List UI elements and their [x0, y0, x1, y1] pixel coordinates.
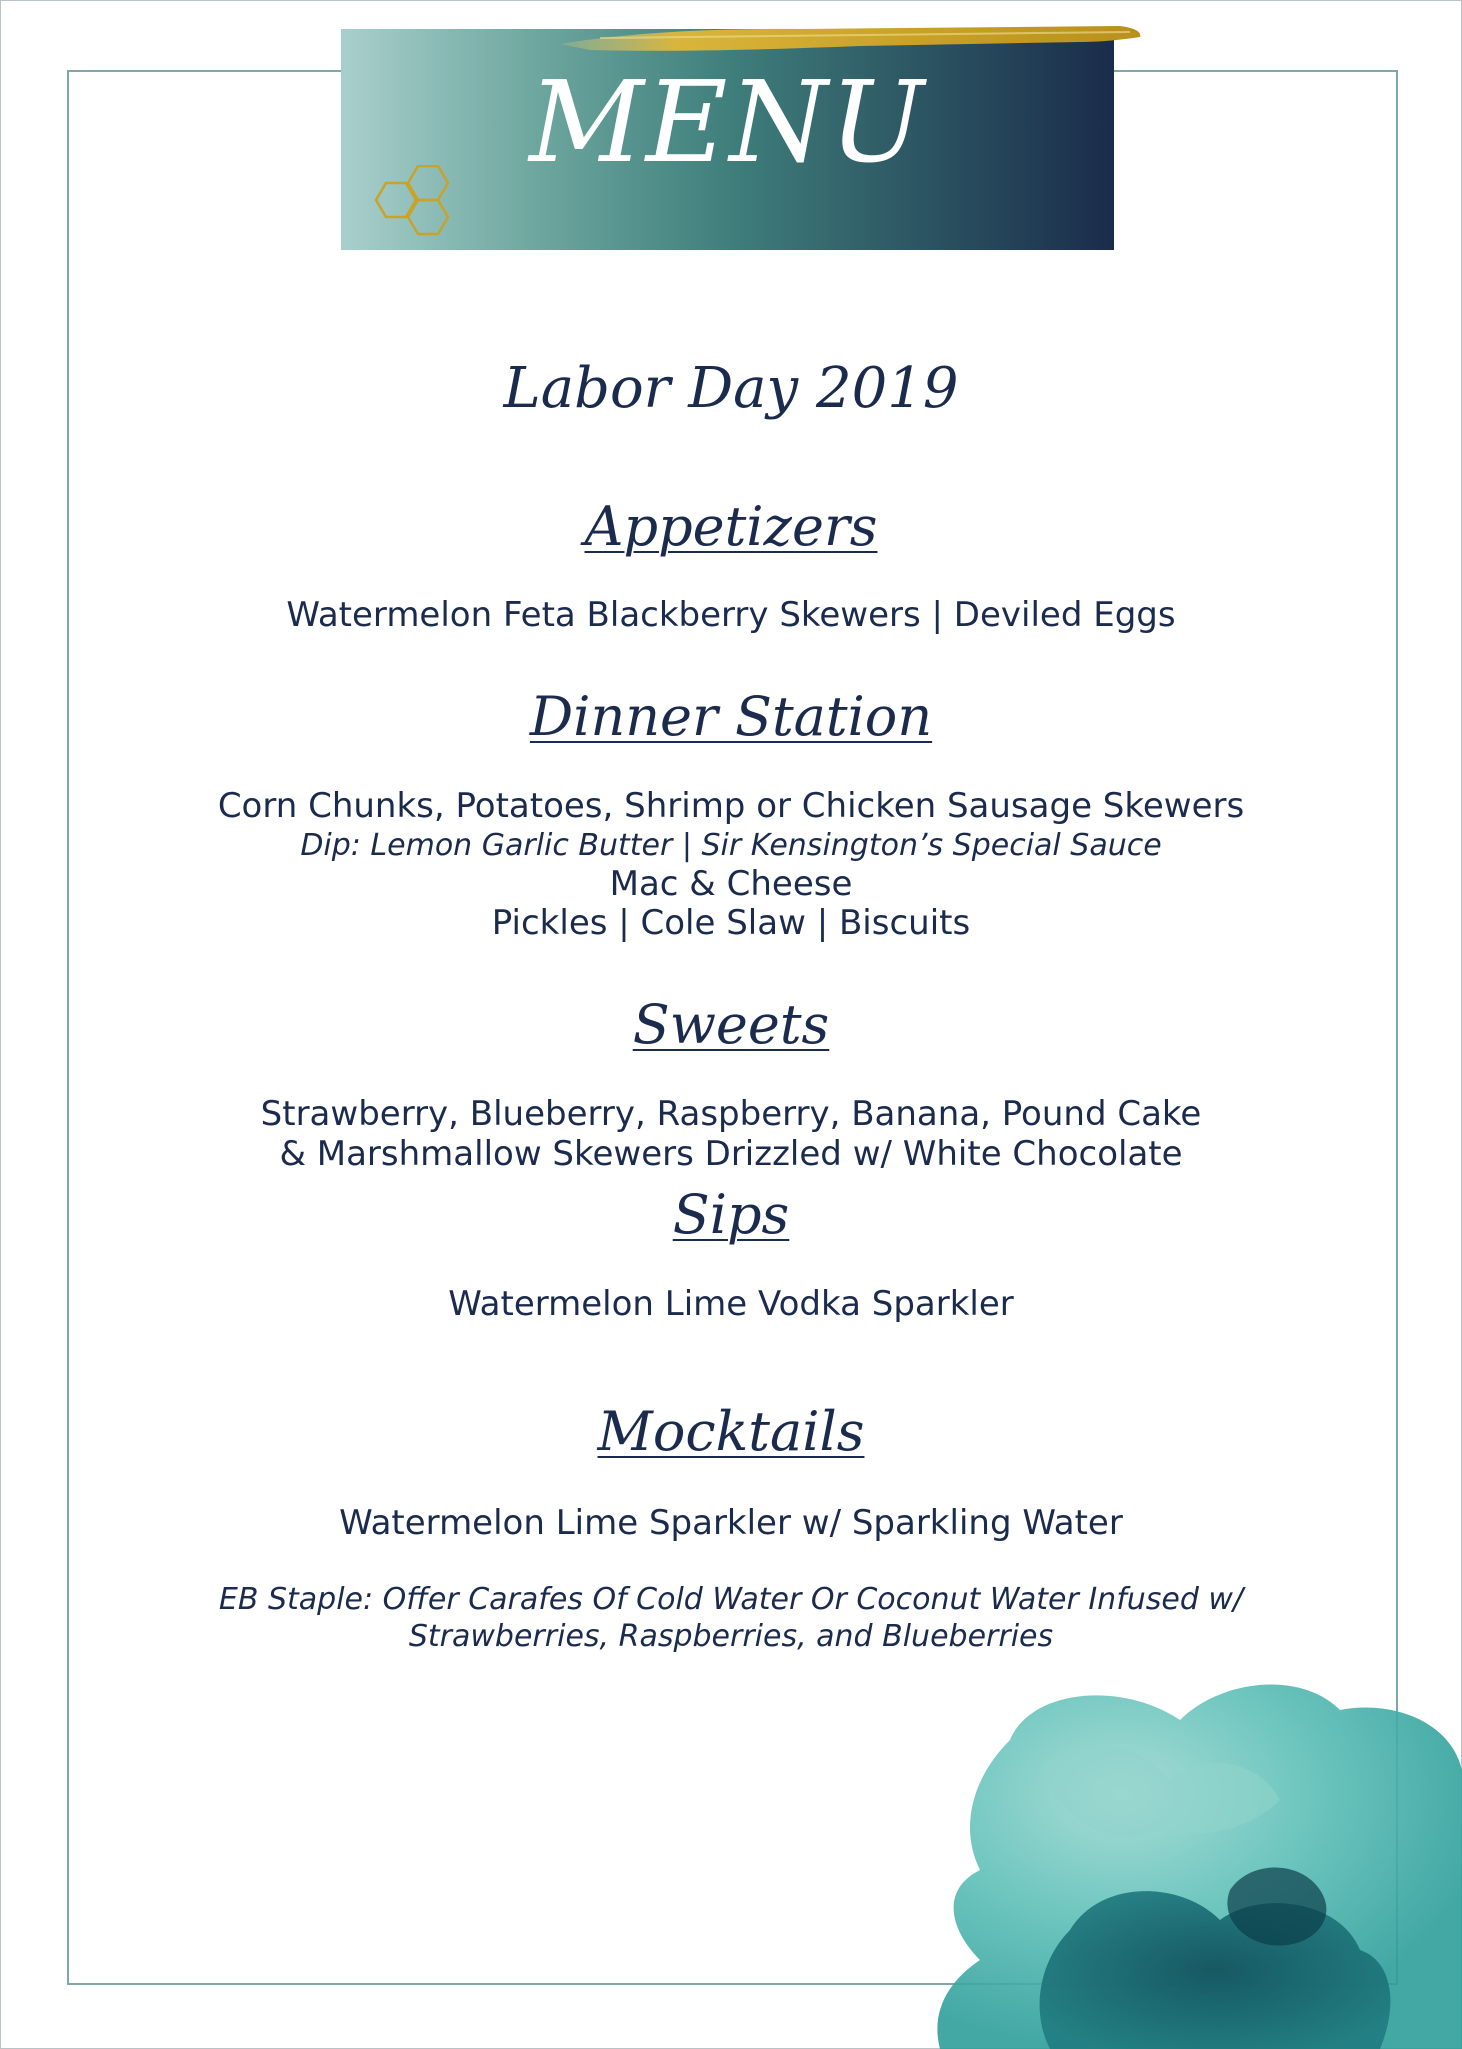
section-heading-appetizers: Appetizers [584, 495, 878, 558]
dinner-line: Corn Chunks, Potatoes, Shrimp or Chicken Sausage Skewers [217, 786, 1245, 826]
dinner-line: Pickles | Cole Slaw | Biscuits [491, 903, 971, 943]
appetizers-line: Watermelon Feta Blackberry Skewers | Deviled Eggs [286, 595, 1176, 635]
sips-line: Watermelon Lime Vodka Sparkler [448, 1284, 1014, 1324]
teal-watercolor-decoration [920, 1660, 1462, 2049]
section-heading-sweets: Sweets [632, 993, 830, 1056]
dinner-dip-line: Dip: Lemon Garlic Butter | Sir Kensington’s Special Sauce [300, 828, 1162, 863]
mocktails-line: Watermelon Lime Sparkler w/ Sparkling Water [339, 1503, 1123, 1543]
section-heading-mocktails: Mocktails [597, 1400, 865, 1463]
menu-title: MENU [529, 58, 926, 188]
sweets-line: & Marshmallow Skewers Drizzled w/ White Chocolate [279, 1134, 1183, 1174]
staple-note-line: Strawberries, Raspberries, and Blueberries [408, 1619, 1054, 1654]
dinner-line: Mac & Cheese [609, 864, 853, 904]
event-title: Labor Day 2019 [503, 356, 959, 421]
section-heading-dinner-station: Dinner Station [529, 685, 933, 748]
sweets-line: Strawberry, Blueberry, Raspberry, Banana, Pound Cake [260, 1094, 1202, 1134]
gold-brush-stroke [560, 20, 1145, 60]
staple-note-line: EB Staple: Offer Carafes Of Cold Water Or Coconut Water Infused w/ [218, 1582, 1244, 1617]
section-heading-sips: Sips [672, 1183, 790, 1246]
